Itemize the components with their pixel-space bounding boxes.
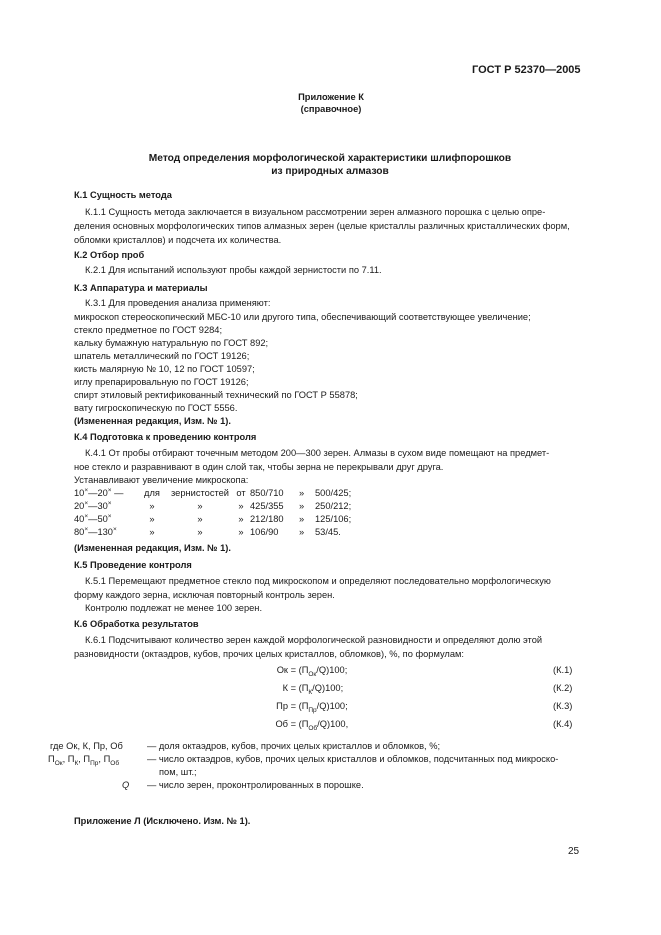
magnification-cell-c2: зернистостей <box>171 488 229 498</box>
magnification-value: 10×—20× — <box>74 486 124 498</box>
section-k6-heading: К.6 Обработка результатов <box>74 619 199 629</box>
mag-from: 40 <box>74 514 85 524</box>
where-def-1: — доля октаэдров, кубов, прочих целых кристаллов и обломков, %; <box>147 741 441 751</box>
formula-eq: = (П <box>288 665 309 675</box>
mag-from: 20 <box>74 501 85 511</box>
section-k1-heading: К.1 Сущность метода <box>74 190 172 200</box>
k1-paragraph-line: обломки кристаллов) и подсчета их количества. <box>74 235 282 245</box>
formula-sub: Пр <box>308 706 317 714</box>
magnification-cell-c1: » <box>149 514 155 524</box>
k3-list-item: вату гигроскопическую по ГОСТ 5556. <box>74 403 238 413</box>
k4-paragraph-line: ное стекло и разравнивают в один слой так, чтобы зерна не перекрывали друг друга. <box>74 462 444 472</box>
times-sign: × <box>112 525 117 533</box>
times-sign: × <box>84 525 89 533</box>
times-sign: × <box>107 499 112 507</box>
k1-paragraph-line: деления основных морфологических типов алмазных зерен (целые кристаллы различных кристаллических форм, <box>74 221 570 231</box>
magnification-cell-c3: » <box>238 501 244 511</box>
magnification-cell-c3: от <box>236 488 246 498</box>
magnification-cell-g2: 250/212; <box>315 501 352 511</box>
magnification-cell-c1: для <box>144 488 160 498</box>
magnification-cell-g2: 125/106; <box>315 514 352 524</box>
formula <box>200 683 480 694</box>
times-sign: × <box>107 486 112 494</box>
appendix-l-note: Приложение Л (Исключено. Изм. № 1). <box>74 816 251 826</box>
k3-list-item: стекло предметное по ГОСТ 9284; <box>74 325 223 335</box>
magnification-cell-c3: » <box>238 527 244 537</box>
k4-paragraph: Устанавливают увеличение микроскопа: <box>74 475 249 485</box>
where-def-2: — число октаэдров, кубов, прочих целых кристаллов и обломков, подсчитанных под микроско- <box>147 754 559 764</box>
mag-to: 20 <box>97 488 108 498</box>
magnification-cell-g1: 106/90 <box>250 527 279 537</box>
magnification-value: 80×—130× <box>74 525 117 537</box>
mag-from: 10 <box>74 488 85 498</box>
formula-rhs: /Q)100; <box>316 701 348 711</box>
magnification-cell-q: » <box>299 527 305 537</box>
magnification-cell-q: » <box>299 501 305 511</box>
formula-number: (К.1) <box>553 665 573 675</box>
k4-amendment: (Измененная редакция, Изм. № 1). <box>74 543 231 553</box>
formula-lhs: Об <box>275 719 288 729</box>
where-term-1: где Ок, К, Пр, Об <box>50 741 123 751</box>
formula-lhs: Ок <box>276 665 288 675</box>
formula-lhs: К <box>282 683 288 693</box>
section-k4-heading: К.4 Подготовка к проведению контроля <box>74 432 257 442</box>
appendix-title: Приложение К <box>298 92 364 102</box>
formula-number: (К.3) <box>553 701 573 711</box>
formula-rhs: /Q)100, <box>317 719 349 729</box>
formula-eq: = (П <box>288 701 309 711</box>
where-def-3: — число зерен, проконтролированных в порошке. <box>147 780 364 790</box>
k3-list-item: спирт этиловый ректификованный технический по ГОСТ Р 55878; <box>74 390 358 400</box>
k6-paragraph-line: разновидности (октаэдров, кубов, прочих целых кристаллов, обломков), %, по формулам: <box>74 649 464 659</box>
times-sign: × <box>84 486 89 494</box>
formula <box>200 719 480 730</box>
where-def-2-cont: пом, шт.; <box>159 767 197 777</box>
times-sign: × <box>107 512 112 520</box>
document-title: Метод определения морфологической характеристики шлифпорошков <box>148 153 512 164</box>
where-term-2: $П_{Ок}$, $П_К$, $П_{Пр}$, $П_{Об}$ <box>48 754 120 767</box>
k4-paragraph-line: К.4.1 От пробы отбирают точечным методом 200—300 зерен. Алмазы в сухом виде помещают на предмет- <box>85 448 550 458</box>
magnification-cell-c1: » <box>149 501 155 511</box>
magnification-cell-c2: » <box>197 501 203 511</box>
appendix-note: (справочное) <box>300 104 362 114</box>
page-number: 25 <box>568 846 580 857</box>
section-k5-heading: К.5 Проведение контроля <box>74 560 192 570</box>
mag-to: 50 <box>97 514 108 524</box>
section-k2-heading: К.2 Отбор проб <box>74 250 145 260</box>
k2-paragraph: К.2.1 Для испытаний используют пробы каждой зернистости по 7.11. <box>85 265 382 275</box>
magnification-value: 20×—30× <box>74 499 112 511</box>
formula-sub: Об <box>308 724 318 732</box>
formula-rhs: /Q)100; <box>312 683 344 693</box>
mag-from: 80 <box>74 527 85 537</box>
magnification-cell-q: » <box>299 514 305 524</box>
k3-amendment: (Измененная редакция, Изм. № 1). <box>74 416 231 426</box>
k3-list-item: кальку бумажную натуральную по ГОСТ 892; <box>74 338 269 348</box>
formula-number: (К.2) <box>553 683 573 693</box>
k3-list-item: кисть малярную № 10, 12 по ГОСТ 10597; <box>74 364 255 374</box>
magnification-cell-g2: 53/45. <box>315 527 341 537</box>
times-sign: × <box>84 512 89 520</box>
k5-paragraph-line: форму каждого зерна, исключая повторный контроль зерен. <box>74 590 335 600</box>
formula <box>200 701 480 712</box>
magnification-cell-c2: » <box>197 514 203 524</box>
k5-paragraph-line: К.5.1 Перемещают предметное стекло под микроскопом и определяют последовательно морфологическую <box>85 576 551 586</box>
magnification-cell-g2: 500/425; <box>315 488 352 498</box>
times-sign: × <box>84 499 89 507</box>
formula-eq: = (П <box>288 719 309 729</box>
mag-to: 130 <box>97 527 113 537</box>
formula-lhs: Пр <box>276 701 288 711</box>
k3-list-item: иглу препарировальную по ГОСТ 19126; <box>74 377 249 387</box>
magnification-value: 40×—50× <box>74 512 112 524</box>
k3-paragraph: К.3.1 Для проведения анализа применяют: <box>85 298 271 308</box>
k6-paragraph-line: К.6.1 Подсчитывают количество зерен каждой морфологической разновидности и определяют долю этой <box>85 635 543 645</box>
formula-sub: Ок <box>308 670 317 678</box>
formula-sub: К <box>308 688 313 696</box>
magnification-cell-q: » <box>299 488 305 498</box>
magnification-cell-c2: » <box>197 527 203 537</box>
k1-paragraph-line: К.1.1 Сущность метода заключается в визуальном рассмотрении зерен алмазного порошка с целью опре- <box>85 207 546 217</box>
where-term-3: Q <box>122 780 130 790</box>
formula-number: (К.4) <box>553 719 573 729</box>
formula-rhs: /Q)100; <box>316 665 348 675</box>
magnification-cell-g1: 212/180 <box>250 514 284 524</box>
formula <box>200 665 480 676</box>
k5-paragraph: Контролю подлежат не менее 100 зерен. <box>85 603 263 613</box>
k3-list-item: микроскоп стереоскопический МБС-10 или другого типа, обеспечивающий соответствующее увеличение; <box>74 312 531 322</box>
k3-list-item: шпатель металлический по ГОСТ 19126; <box>74 351 250 361</box>
magnification-cell-c3: » <box>238 514 244 524</box>
document-title-cont: из природных алмазов <box>271 166 389 177</box>
section-k3-heading: К.3 Аппаратура и материалы <box>74 283 208 293</box>
magnification-cell-g1: 425/355 <box>250 501 284 511</box>
magnification-cell-g1: 850/710 <box>250 488 284 498</box>
formula-eq: = (П <box>288 683 309 693</box>
standard-header: ГОСТ Р 52370—2005 <box>472 64 581 76</box>
magnification-cell-c1: » <box>149 527 155 537</box>
mag-to: 30 <box>97 501 108 511</box>
